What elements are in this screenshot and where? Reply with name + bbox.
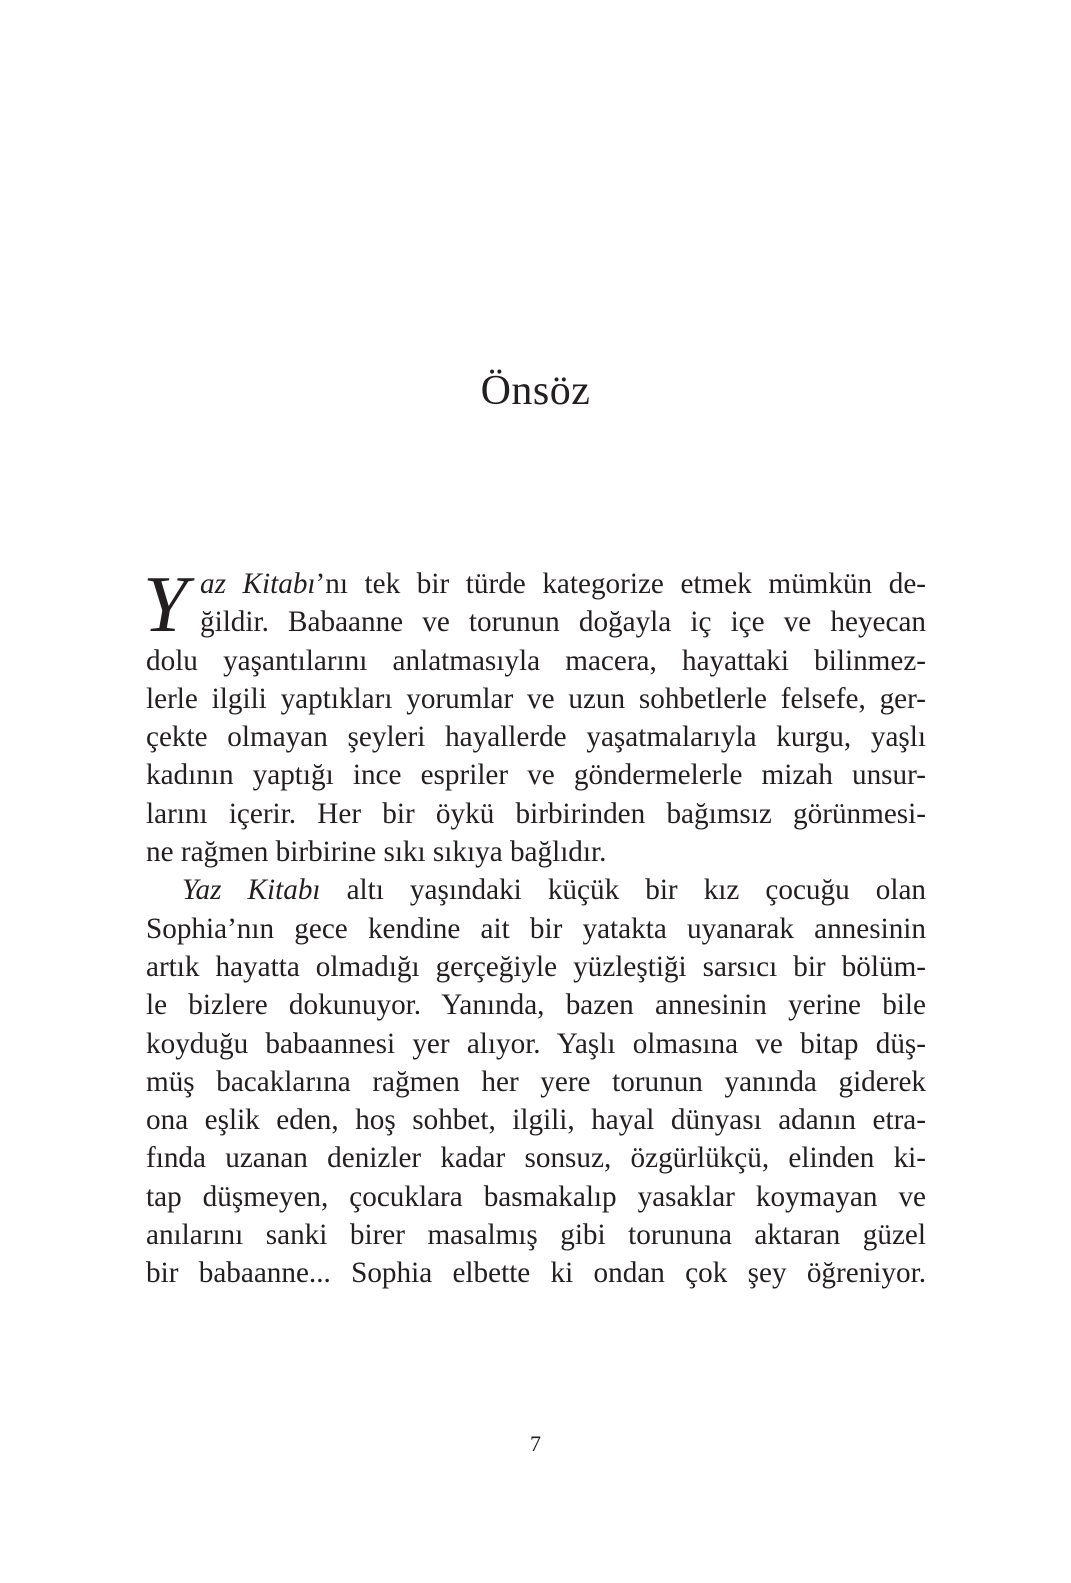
drop-cap: Y xyxy=(143,561,188,649)
text-line: Yaz Kitabı altı yaşındaki küçük bir kız çocuğu olan xyxy=(182,874,926,907)
text-line: az Kitabı’nı tek bir türde kategorize etmek mümkün de- xyxy=(200,568,926,600)
text-line: koyduğu babaannesi yer alıyor. Yaşlı olmasına ve bitap düş- xyxy=(146,1027,926,1060)
text-line: ğildir. Babaanne ve torunun doğayla iç içe ve heyecan xyxy=(200,606,926,639)
text-line: lerle ilgili yaptıkları yorumlar ve uzun sohbetlerle felsefe, ger- xyxy=(146,682,926,715)
page-number: 7 xyxy=(530,1431,541,1456)
text-line: le bizlere dokunuyor. Yanında, bazen annesinin yerine bile xyxy=(146,989,926,1022)
text-line: Sophia’nın gece kendine ait bir yatakta uyanarak annesinin xyxy=(146,912,926,945)
text-line: fında uzanan denizler kadar sonsuz, özgürlükçü, elinden ki- xyxy=(146,1142,926,1175)
text-line: artık hayatta olmadığı gerçeğiyle yüzleştiği sarsıcı bir bölüm- xyxy=(146,950,926,983)
text-line: kadının yaptığı ince espriler ve göndermelerle mizah unsur- xyxy=(146,759,926,792)
chapter-title: Önsöz xyxy=(480,368,591,414)
text-line: bir babaanne... Sophia elbette ki ondan çok şey öğreniyor. xyxy=(146,1257,926,1290)
body-text xyxy=(143,561,926,1293)
book-title-italic: Yaz Kitabı xyxy=(182,874,321,907)
text-line: ne rağmen birbirine sıkı sıkıya bağlıdır. xyxy=(146,836,607,869)
paragraph-1 xyxy=(143,561,926,871)
text-line: larını içerir. Her bir öykü birbirinden bağımsız görünmesi- xyxy=(146,797,926,830)
text-line: çekte olmayan şeyleri hayallerde yaşatmalarıyla kurgu, yaşlı xyxy=(146,721,926,754)
paragraph-2 xyxy=(146,871,926,1292)
book-title-italic: az Kitabı xyxy=(200,568,316,600)
text-line: tap düşmeyen, çocuklara basmakalıp yasaklar koymayan ve xyxy=(146,1180,926,1213)
text-line: anılarını sanki birer masalmış gibi torununa aktaran güzel xyxy=(146,1219,926,1252)
text-line: müş bacaklarına rağmen her yere torunun yanında giderek xyxy=(146,1065,926,1098)
text-line: dolu yaşantılarını anlatmasıyla macera, hayattaki bilinmez- xyxy=(146,644,926,677)
text-line: ona eşlik eden, hoş sohbet, ilgili, hayal dünyası adanın etra- xyxy=(146,1104,926,1137)
